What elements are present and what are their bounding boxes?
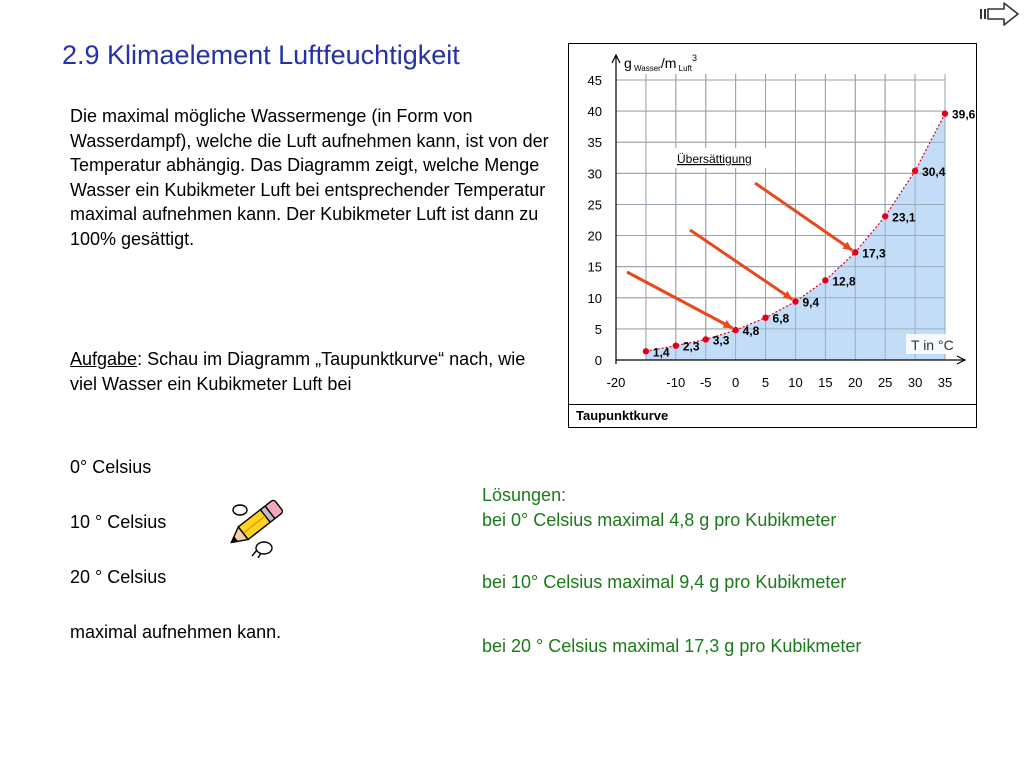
y-tick-label: 20 [587, 228, 602, 244]
data-label: 2,3 [682, 339, 700, 354]
y-tick-label: 10 [587, 290, 602, 306]
temperature-10: 10 ° Celsius [70, 512, 167, 532]
task-label: Aufgabe [70, 349, 138, 369]
arrow-line [627, 272, 733, 328]
x-tick-label: -20 [606, 375, 626, 390]
y-tick-label: 40 [587, 104, 602, 120]
y-tick-label: 30 [587, 166, 602, 182]
arrow-line [755, 183, 852, 250]
temperature-0: 0° Celsius [70, 457, 152, 477]
data-label: 1,4 [652, 345, 670, 360]
data-point [673, 342, 679, 348]
x-tick-label: 0 [732, 375, 740, 390]
data-label: 23,1 [892, 210, 916, 225]
x-tick-label: 5 [761, 375, 770, 390]
y-tick-label: 35 [587, 135, 602, 151]
closing-text: maximal aufnehmen kann. [70, 622, 282, 642]
data-label: 3,3 [712, 333, 730, 348]
x-tick-label: 30 [907, 375, 923, 390]
slide-title: 2.9 Klimaelement Luftfeuchtigkeit [62, 40, 460, 70]
solution-line: bei 20 ° Celsius maximal 17,3 g pro Kubikmeter [482, 636, 862, 656]
data-label: 30,4 [922, 164, 946, 179]
data-point [942, 110, 948, 116]
chart-title: Taupunktkurve [569, 404, 976, 427]
solution-line: bei 10° Celsius maximal 9,4 g pro Kubikmeter [482, 572, 847, 592]
x-tick-label: -10 [666, 375, 686, 390]
data-label: 39,6 [952, 107, 976, 122]
data-point [703, 336, 709, 342]
intro-text: Die maximal mögliche Wassermenge (in Form von Wasserdampf), welche die Luft aufnehmen kann, ist von der Temperatur abhängig. Das Diagramm zeigt, welche Menge Wasser ein Kubikmeter Luft bei entsprechender Temperatur maximal aufnehmen kann. Der Kubikmeter Luft ist dann zu 100% gesättigt. [70, 106, 549, 249]
data-point [762, 314, 768, 320]
data-point [732, 327, 738, 333]
chart-panel [568, 43, 977, 428]
data-point [882, 213, 888, 219]
next-slide-icon[interactable] [978, 0, 1022, 28]
y-tick-label: 0 [594, 353, 602, 368]
data-label: 17,3 [862, 246, 886, 261]
x-tick-label: -5 [699, 375, 712, 390]
task-body: : Schau im Diagramm „Taupunktkurve“ nach, wie viel Wasser ein Kubikmeter Luft bei [70, 349, 526, 394]
data-label: 12,8 [832, 274, 856, 289]
pencil-icon [222, 490, 288, 558]
data-label: 9,4 [802, 295, 820, 310]
y-tick-label: 5 [594, 321, 602, 337]
y-tick-label: 45 [587, 73, 602, 88]
y-axis-label: g $_{Wasser}$/m $_{Luft}^3$ [624, 53, 697, 73]
solution-line: bei 0° Celsius maximal 4,8 g pro Kubikmeter [482, 510, 837, 530]
x-tick-label: 20 [848, 375, 863, 390]
dew-point-chart [569, 44, 976, 404]
data-point [822, 277, 828, 283]
data-point [643, 348, 649, 354]
data-label: 6,8 [772, 311, 790, 326]
data-label: 4,8 [742, 324, 760, 339]
task-text [70, 347, 550, 396]
x-axis-label: T in °C [911, 337, 954, 353]
data-point [852, 249, 858, 255]
y-tick-label: 25 [587, 197, 602, 213]
x-tick-label: 35 [937, 375, 953, 390]
data-point [912, 168, 918, 174]
temperature-20: 20 ° Celsius [70, 567, 167, 587]
y-tick-label: 15 [587, 259, 602, 275]
solutions-heading: Lösungen: [482, 485, 567, 505]
x-tick-label: 10 [788, 375, 803, 390]
solutions-block [482, 483, 836, 533]
annotation-label: Übersättigung [677, 152, 752, 166]
data-point [792, 298, 798, 304]
x-tick-label: 25 [877, 375, 893, 390]
x-tick-label: 15 [818, 375, 833, 390]
